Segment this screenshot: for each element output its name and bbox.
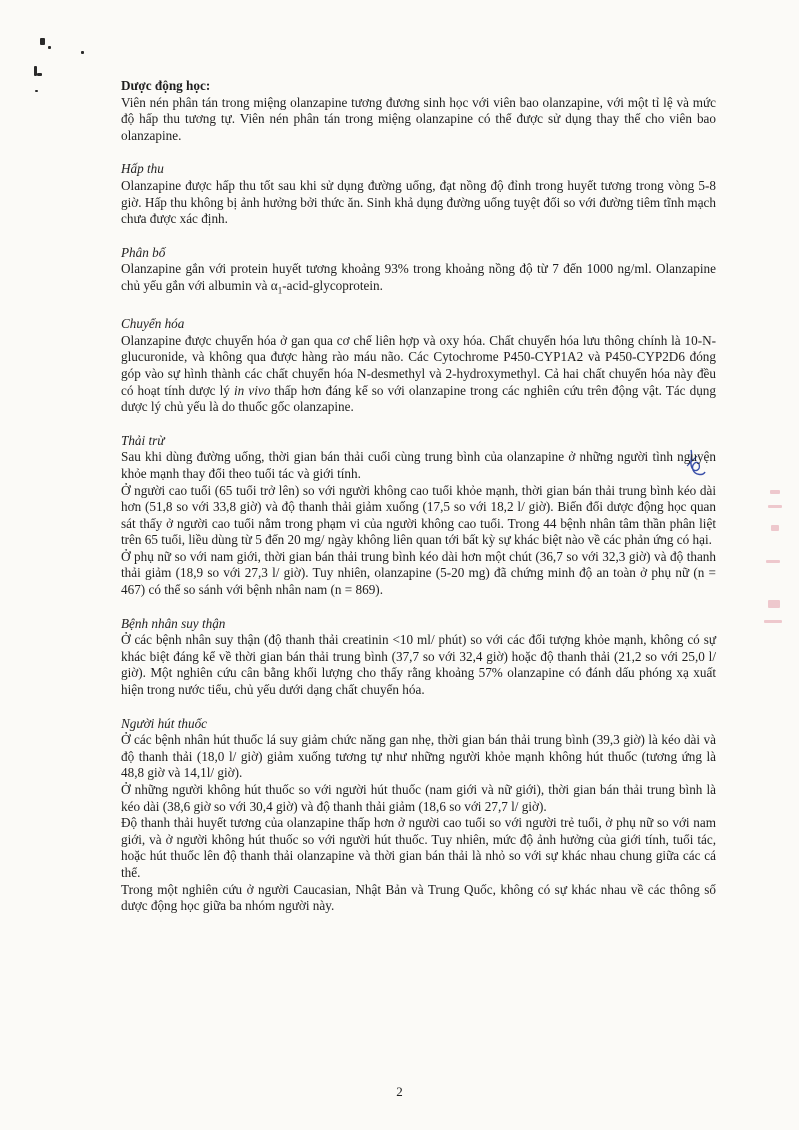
distribution-paragraph	[121, 261, 716, 299]
stamp-remnant	[768, 505, 782, 508]
smokers-paragraph: Độ thanh thải huyết tương của olanzapine thấp hơn ở người cao tuổi so với người trẻ tuổi, ở phụ nữ so với nam giới, và ở người không hút thuốc so với người hút thuốc. Tuy nhiên, mức độ ảnh hưởng của giới tính, tuổi tác, hoặc hút thuốc lên độ thanh thải olanzapine và thời gian bán thải là nhỏ so với sự khác nhau chung giữa các cá thể.	[121, 815, 716, 880]
stamp-remnant	[770, 490, 780, 494]
renal-heading: Bệnh nhân suy thận	[121, 615, 226, 631]
stamp-remnant	[766, 560, 780, 563]
elimination-paragraph: Sau khi dùng đường uống, thời gian bán thải cuối cùng trung bình của olanzapine ở những người tình nguyện khỏe mạnh thay đổi theo tuổi tác và giới tính.	[121, 449, 716, 481]
distribution-text: Olanzapine gắn với protein huyết tương khoảng 93% trong khoảng nồng độ từ 7 đến 1000 ng/ml. Olanzapine chủ yếu gắn với albumin và α	[121, 261, 716, 293]
in-vivo-term: in vivo	[234, 382, 271, 398]
alpha-subscript: 1	[277, 285, 283, 296]
section-title: Dược động học:	[121, 78, 211, 93]
distribution-heading: Phân bố	[121, 244, 166, 260]
stamp-remnant	[771, 525, 779, 531]
metabolism-text-end: thấp hơn đáng kể so với olanzapine trong các nghiên cứu trên động vật. Tác dụng dược lý chủ yếu là do thuốc gốc olanzapine.	[121, 382, 716, 415]
scan-speck	[37, 73, 42, 76]
absorption-paragraph: Olanzapine được hấp thu tốt sau khi sử dụng đường uống, đạt nồng độ đỉnh trong huyết tương trong vòng 5-8 giờ. Hấp thu không bị ảnh hưởng bởi thức ăn. Sinh khả dụng đường uống tuyệt đối so với đường tiêm tĩnh mạch chưa được xác định.	[121, 177, 716, 227]
scan-speck	[48, 46, 51, 49]
smokers-heading: Người hút thuốc	[121, 715, 208, 731]
absorption-heading: Hấp thu	[121, 161, 164, 177]
scan-speck	[40, 38, 45, 45]
distribution-text-end: -acid-glycoprotein.	[282, 277, 383, 293]
smokers-paragraph: Ở các bệnh nhân hút thuốc lá suy giảm chức năng gan nhẹ, thời gian bán thải trung bình (39,3 giờ) là kéo dài và độ thanh thải (18,0 l/ giờ) giảm xuống tương tự như những người khỏe mạnh không hút thuốc (tương ứng là 48,8 giờ và 14,1l/ giờ).	[121, 732, 716, 781]
scan-speck	[81, 51, 84, 54]
scan-speck	[35, 90, 38, 92]
renal-paragraph: Ở các bệnh nhân suy thận (độ thanh thải creatinin <10 ml/ phút) so với các đối tượng khỏe mạnh, không có sự khác biệt đáng kể về thời gian bán thải trung bình (37,7 so với 32,4 giờ) hoặc độ thanh thải (21,2 so với 25,0 l/ giờ). Một nghiên cứu cân bằng khối lượng cho thấy rằng khoảng 57% olanzapine có đánh dấu phóng xạ xuất hiện trong nước tiểu, chủ yếu dưới dạng chất chuyển hóa.	[121, 632, 716, 698]
elimination-paragraph: Ở phụ nữ so với nam giới, thời gian bán thải trung bình kéo dài hơn một chút (36,7 so với 32,3 giờ) và độ thanh thải giảm (18,9 so với 27,3 l/ giờ). Tuy nhiên, olanzapine (5-20 mg) đã chứng minh độ an toàn ở phụ nữ (n = 467) có thể so sánh với bệnh nhân nam (n = 869).	[121, 548, 716, 598]
intro-paragraph: Viên nén phân tán trong miệng olanzapine tương đương sinh học với viên bao olanzapine, với một tỉ lệ và mức độ hấp thu tương tự. Viên nén phân tán trong miệng olanzapine có thể được sử dụng thay thế cho viên bao olanzapine.	[121, 94, 716, 143]
metabolism-heading: Chuyển hóa	[121, 316, 185, 332]
page-number: 2	[396, 1084, 403, 1099]
stamp-remnant	[768, 600, 780, 608]
metabolism-paragraph	[121, 333, 716, 416]
elimination-heading: Thải trừ	[121, 432, 165, 448]
smokers-paragraph: Trong một nghiên cứu ở người Caucasian, Nhật Bản và Trung Quốc, không có sự khác nhau về các thông số dược động học giữa ba nhóm người này.	[121, 881, 716, 914]
metabolism-text: Olanzapine được chuyển hóa ở gan qua cơ chế liên hợp và oxy hóa. Chất chuyển hóa lưu thông chính là 10-N-glucuronide, và không qua được hàng rào máu não. Các Cytochrome P450-CYP1A2 và P450-CYP2D6 đóng góp vào sự hình thành các chất chuyển hóa N-desmethyl và 2-hydroxymethyl. Cả hai chất chuyển hóa này đều có hoạt tính dược lý	[121, 332, 716, 398]
stamp-remnant	[764, 620, 782, 623]
document-body	[121, 78, 716, 915]
smokers-paragraph: Ở những người không hút thuốc so với người hút thuốc (nam giới và nữ giới), thời gian bán thải trung bình là kéo dài (38,6 giờ so với 30,4 giờ) và độ thanh thải giảm (18,6 so với 27,7 l/ giờ).	[121, 782, 716, 814]
elimination-paragraph: Ở người cao tuổi (65 tuổi trở lên) so với người không cao tuổi khỏe mạnh, thời gian bán thải trung bình kéo dài hơn (51,8 so với 33,8 giờ) và độ thanh thải giảm xuống (17,5 so với 18,2 l/ giờ). Biến đổi dược động học quan sát thấy ở người cao tuổi nằm trong phạm vi của người không cao tuổi. Trong 44 bệnh nhân tâm thần phân liệt trên 65 tuổi, liều dùng từ 5 đến 20 mg/ ngày không liên quan tới bất kỳ sự khác biệt nào về các phản ứng có hại.	[121, 482, 716, 548]
